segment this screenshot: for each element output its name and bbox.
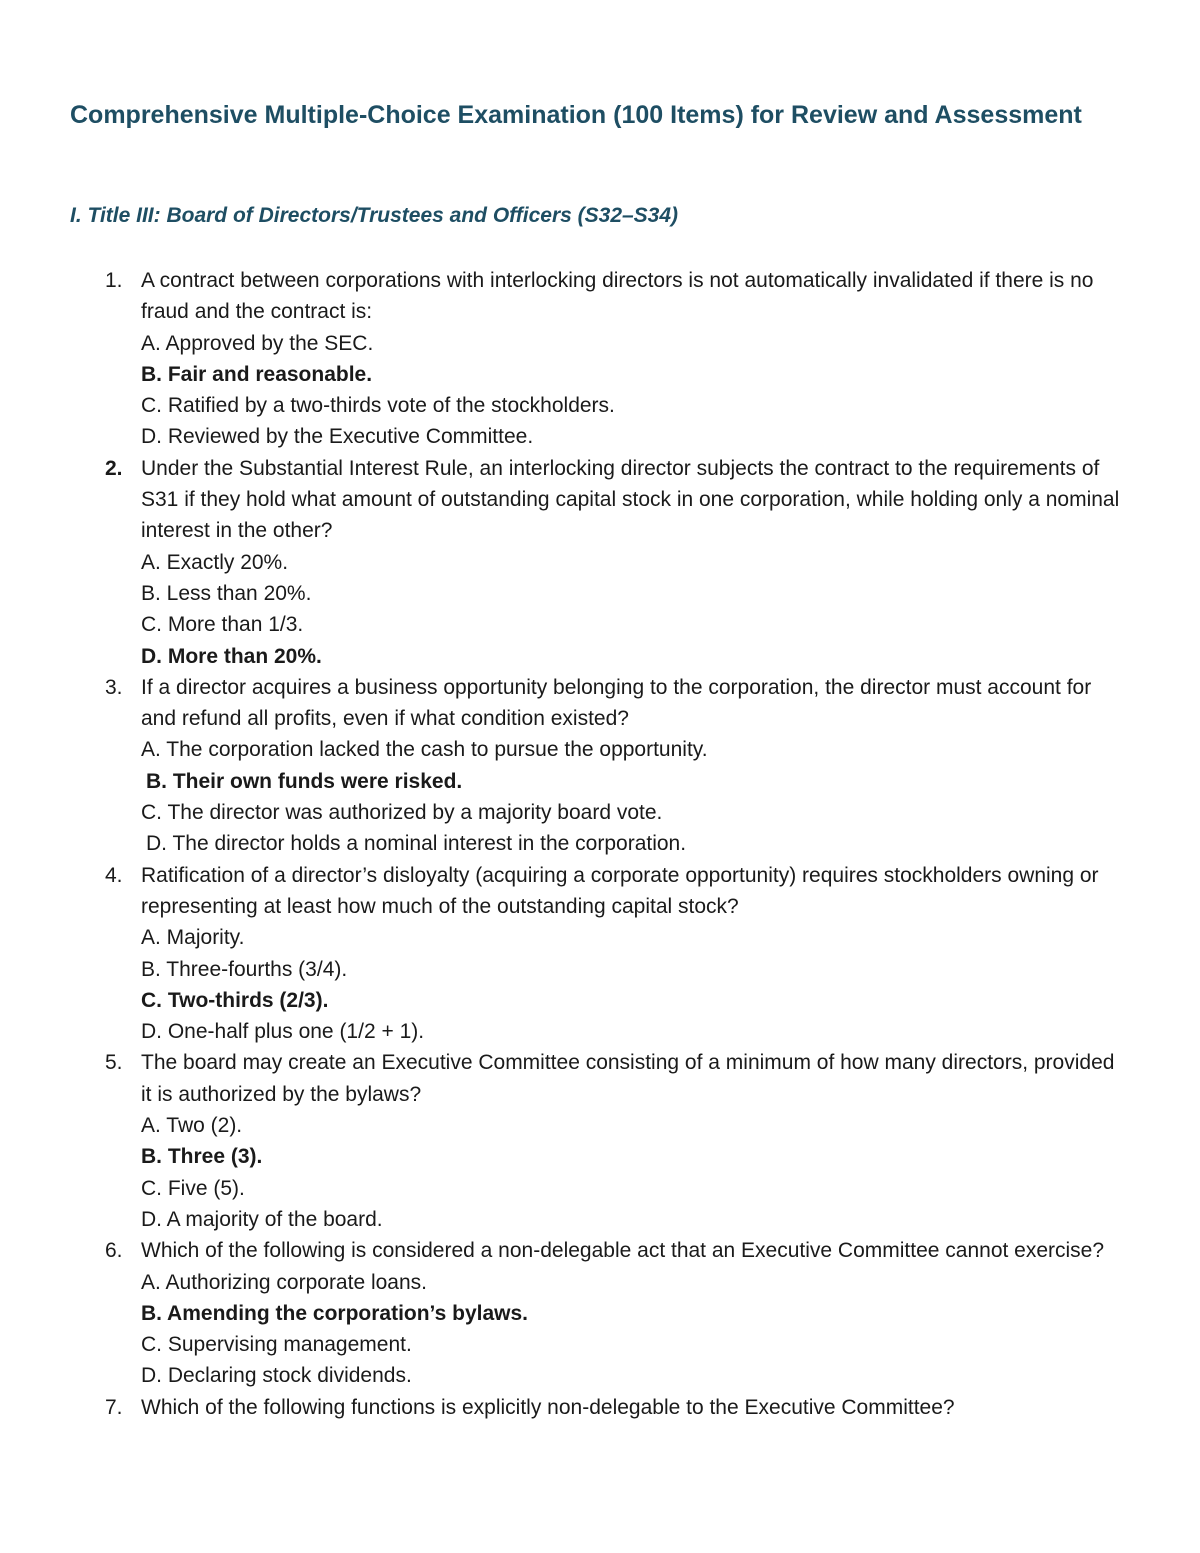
answer-option: A. Majority. <box>141 926 245 950</box>
answer-option: B. Three-fourths (3/4). <box>141 957 348 981</box>
section-heading: I. Title III: Board of Directors/Trustees and Officers (S32–S34) <box>70 204 679 227</box>
question-list <box>0 265 1200 1423</box>
question-number: 7. <box>105 1395 123 1419</box>
answer-option: B. Less than 20%. <box>141 581 312 605</box>
question-text: Under the Substantial Interest Rule, an interlocking director subjects the contract to the requirements of S31 if they hold what amount of outstanding capital stock in one corporation, while holding only a nominal interest in the other? <box>141 456 1120 543</box>
question-number: 1. <box>105 269 123 292</box>
answer-option: D. The director holds a nominal interest in the corporation. <box>146 832 687 856</box>
question-text: A contract between corporations with interlocking directors is not automatically invalidated if there is no fraud and the contract is: <box>141 269 1094 324</box>
answer-option: C. The director was authorized by a majority board vote. <box>141 801 663 825</box>
answer-option: A. Approved by the SEC. <box>141 331 374 355</box>
correct-answer-option: B. Their own funds were risked. <box>146 769 463 793</box>
correct-answer-option: D. More than 20%. <box>141 644 322 668</box>
question-item <box>0 860 1200 1048</box>
answer-option: A. Exactly 20%. <box>141 550 289 574</box>
answer-option: C. Five (5). <box>141 1176 245 1200</box>
correct-answer-option: B. Three (3). <box>141 1145 263 1169</box>
question-text: Which of the following functions is explicitly non-delegable to the Executive Committee? <box>141 1395 955 1419</box>
question-item <box>0 1235 1200 1391</box>
answer-option: C. More than 1/3. <box>141 613 304 637</box>
answer-option: C. Ratified by a two-thirds vote of the stockholders. <box>141 394 615 418</box>
question-number: 3. <box>105 675 123 699</box>
answer-option: D. Declaring stock dividends. <box>141 1364 412 1388</box>
question-item <box>0 1392 1200 1423</box>
question-text: If a director acquires a business opportunity belonging to the corporation, the director must account for and refund all profits, even if what condition existed? <box>141 675 1092 731</box>
document-title: Comprehensive Multiple-Choice Examination (100 Items) for Review and Assessment <box>70 101 1082 129</box>
question-text: The board may create an Executive Committee consisting of a minimum of how many directors, provided it is authorized by the bylaws? <box>141 1051 1115 1106</box>
question-item <box>0 1047 1200 1235</box>
answer-option: C. Supervising management. <box>141 1333 412 1357</box>
answer-option: A. Authorizing corporate loans. <box>141 1270 428 1294</box>
question-number: 2. <box>105 456 123 480</box>
question-item <box>0 265 1200 453</box>
answer-option: A. Two (2). <box>141 1114 243 1138</box>
question-number: 6. <box>105 1239 123 1263</box>
question-item <box>0 672 1200 860</box>
answer-option: D. One-half plus one (1/2 + 1). <box>141 1020 425 1044</box>
answer-option: D. A majority of the board. <box>141 1207 383 1231</box>
correct-answer-option: C. Two-thirds (2/3). <box>141 988 329 1012</box>
answer-option: A. The corporation lacked the cash to pursue the opportunity. <box>141 738 708 762</box>
question-text: Which of the following is considered a non-delegable act that an Executive Committee cannot exercise? <box>141 1239 1105 1263</box>
question-number: 4. <box>105 863 123 887</box>
question-text: Ratification of a director’s disloyalty (acquiring a corporate opportunity) requires stockholders owning or representing at least how much of the outstanding capital stock? <box>141 863 1099 918</box>
correct-answer-option: B. Fair and reasonable. <box>141 362 373 386</box>
question-item <box>0 453 1200 672</box>
question-number: 5. <box>105 1051 123 1075</box>
correct-answer-option: B. Amending the corporation’s bylaws. <box>141 1301 528 1325</box>
answer-option: D. Reviewed by the Executive Committee. <box>141 425 534 449</box>
